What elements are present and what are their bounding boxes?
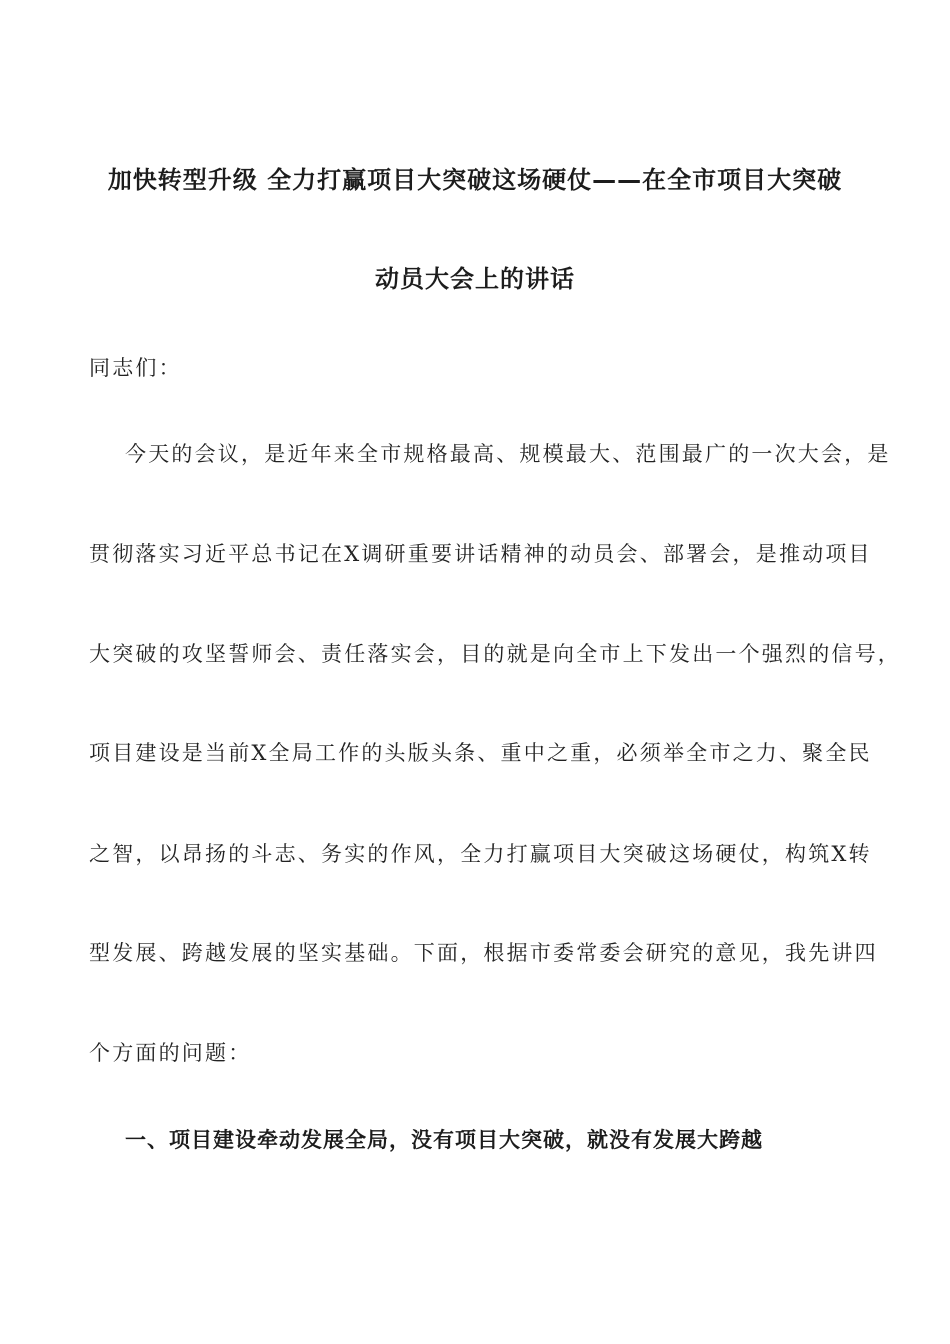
paragraph-line: 个方面的问题： <box>89 1041 252 1065</box>
document-title-line-2: 动员大会上的讲话 <box>375 265 575 293</box>
section-heading: 一、项目建设牵动发展全局，没有项目大突破，就没有发展大跨越 <box>125 1128 763 1152</box>
paragraph-line: 之智，以昂扬的斗志、务实的作风，全力打赢项目大突破这场硬仗，构筑X转 <box>89 842 872 866</box>
paragraph-line: 项目建设是当前X全局工作的头版头条、重中之重，必须举全市之力、聚全民 <box>89 741 872 765</box>
document-title-line-1: 加快转型升级 全力打赢项目大突破这场硬仗——在全市项目大突破 <box>107 166 843 194</box>
paragraph-line: 今天的会议，是近年来全市规格最高、规模最大、范围最广的一次大会，是 <box>125 442 891 466</box>
paragraph-line: 型发展、跨越发展的坚实基础。下面，根据市委常委会研究的意见，我先讲四 <box>89 941 878 965</box>
paragraph-line: 贯彻落实习近平总书记在X调研重要讲话精神的动员会、部署会，是推动项目 <box>89 542 872 566</box>
greeting: 同志们： <box>89 356 182 380</box>
paragraph-line: 大突破的攻坚誓师会、责任落实会，目的就是向全市上下发出一个强烈的信号， <box>89 642 901 666</box>
